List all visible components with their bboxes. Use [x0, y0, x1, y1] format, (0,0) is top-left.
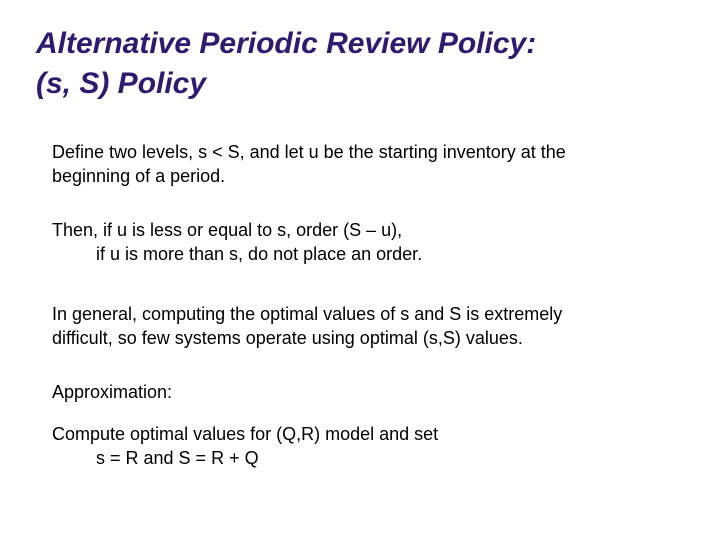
general-line-1: In general, computing the optimal values of s and S is extremely — [52, 304, 563, 324]
approximation-line: Approximation: — [52, 382, 173, 402]
slide-title-line-2: (s, S) Policy — [36, 67, 207, 100]
rule-paragraph — [52, 218, 422, 266]
rule-line-2: if u is more than s, do not place an order. — [96, 244, 423, 264]
definition-line-1: Define two levels, s < S, and let u be the starting inventory at the — [52, 142, 566, 162]
definition-paragraph — [52, 140, 566, 188]
rule-line-1: Then, if u is less or equal to s, order (S – u), — [52, 220, 403, 240]
slide-title — [36, 24, 696, 104]
slide-title-line-1: Alternative Periodic Review Policy: — [36, 27, 537, 60]
compute-line-1: Compute optimal values for (Q,R) model and set — [52, 424, 439, 444]
general-paragraph — [52, 302, 562, 350]
definition-line-2: beginning of a period. — [52, 166, 226, 186]
compute-line-2: s = R and S = R + Q — [96, 448, 259, 468]
approximation-heading — [52, 380, 172, 404]
general-line-2: difficult, so few systems operate using optimal (s,S) values. — [52, 328, 523, 348]
compute-paragraph — [52, 422, 438, 470]
